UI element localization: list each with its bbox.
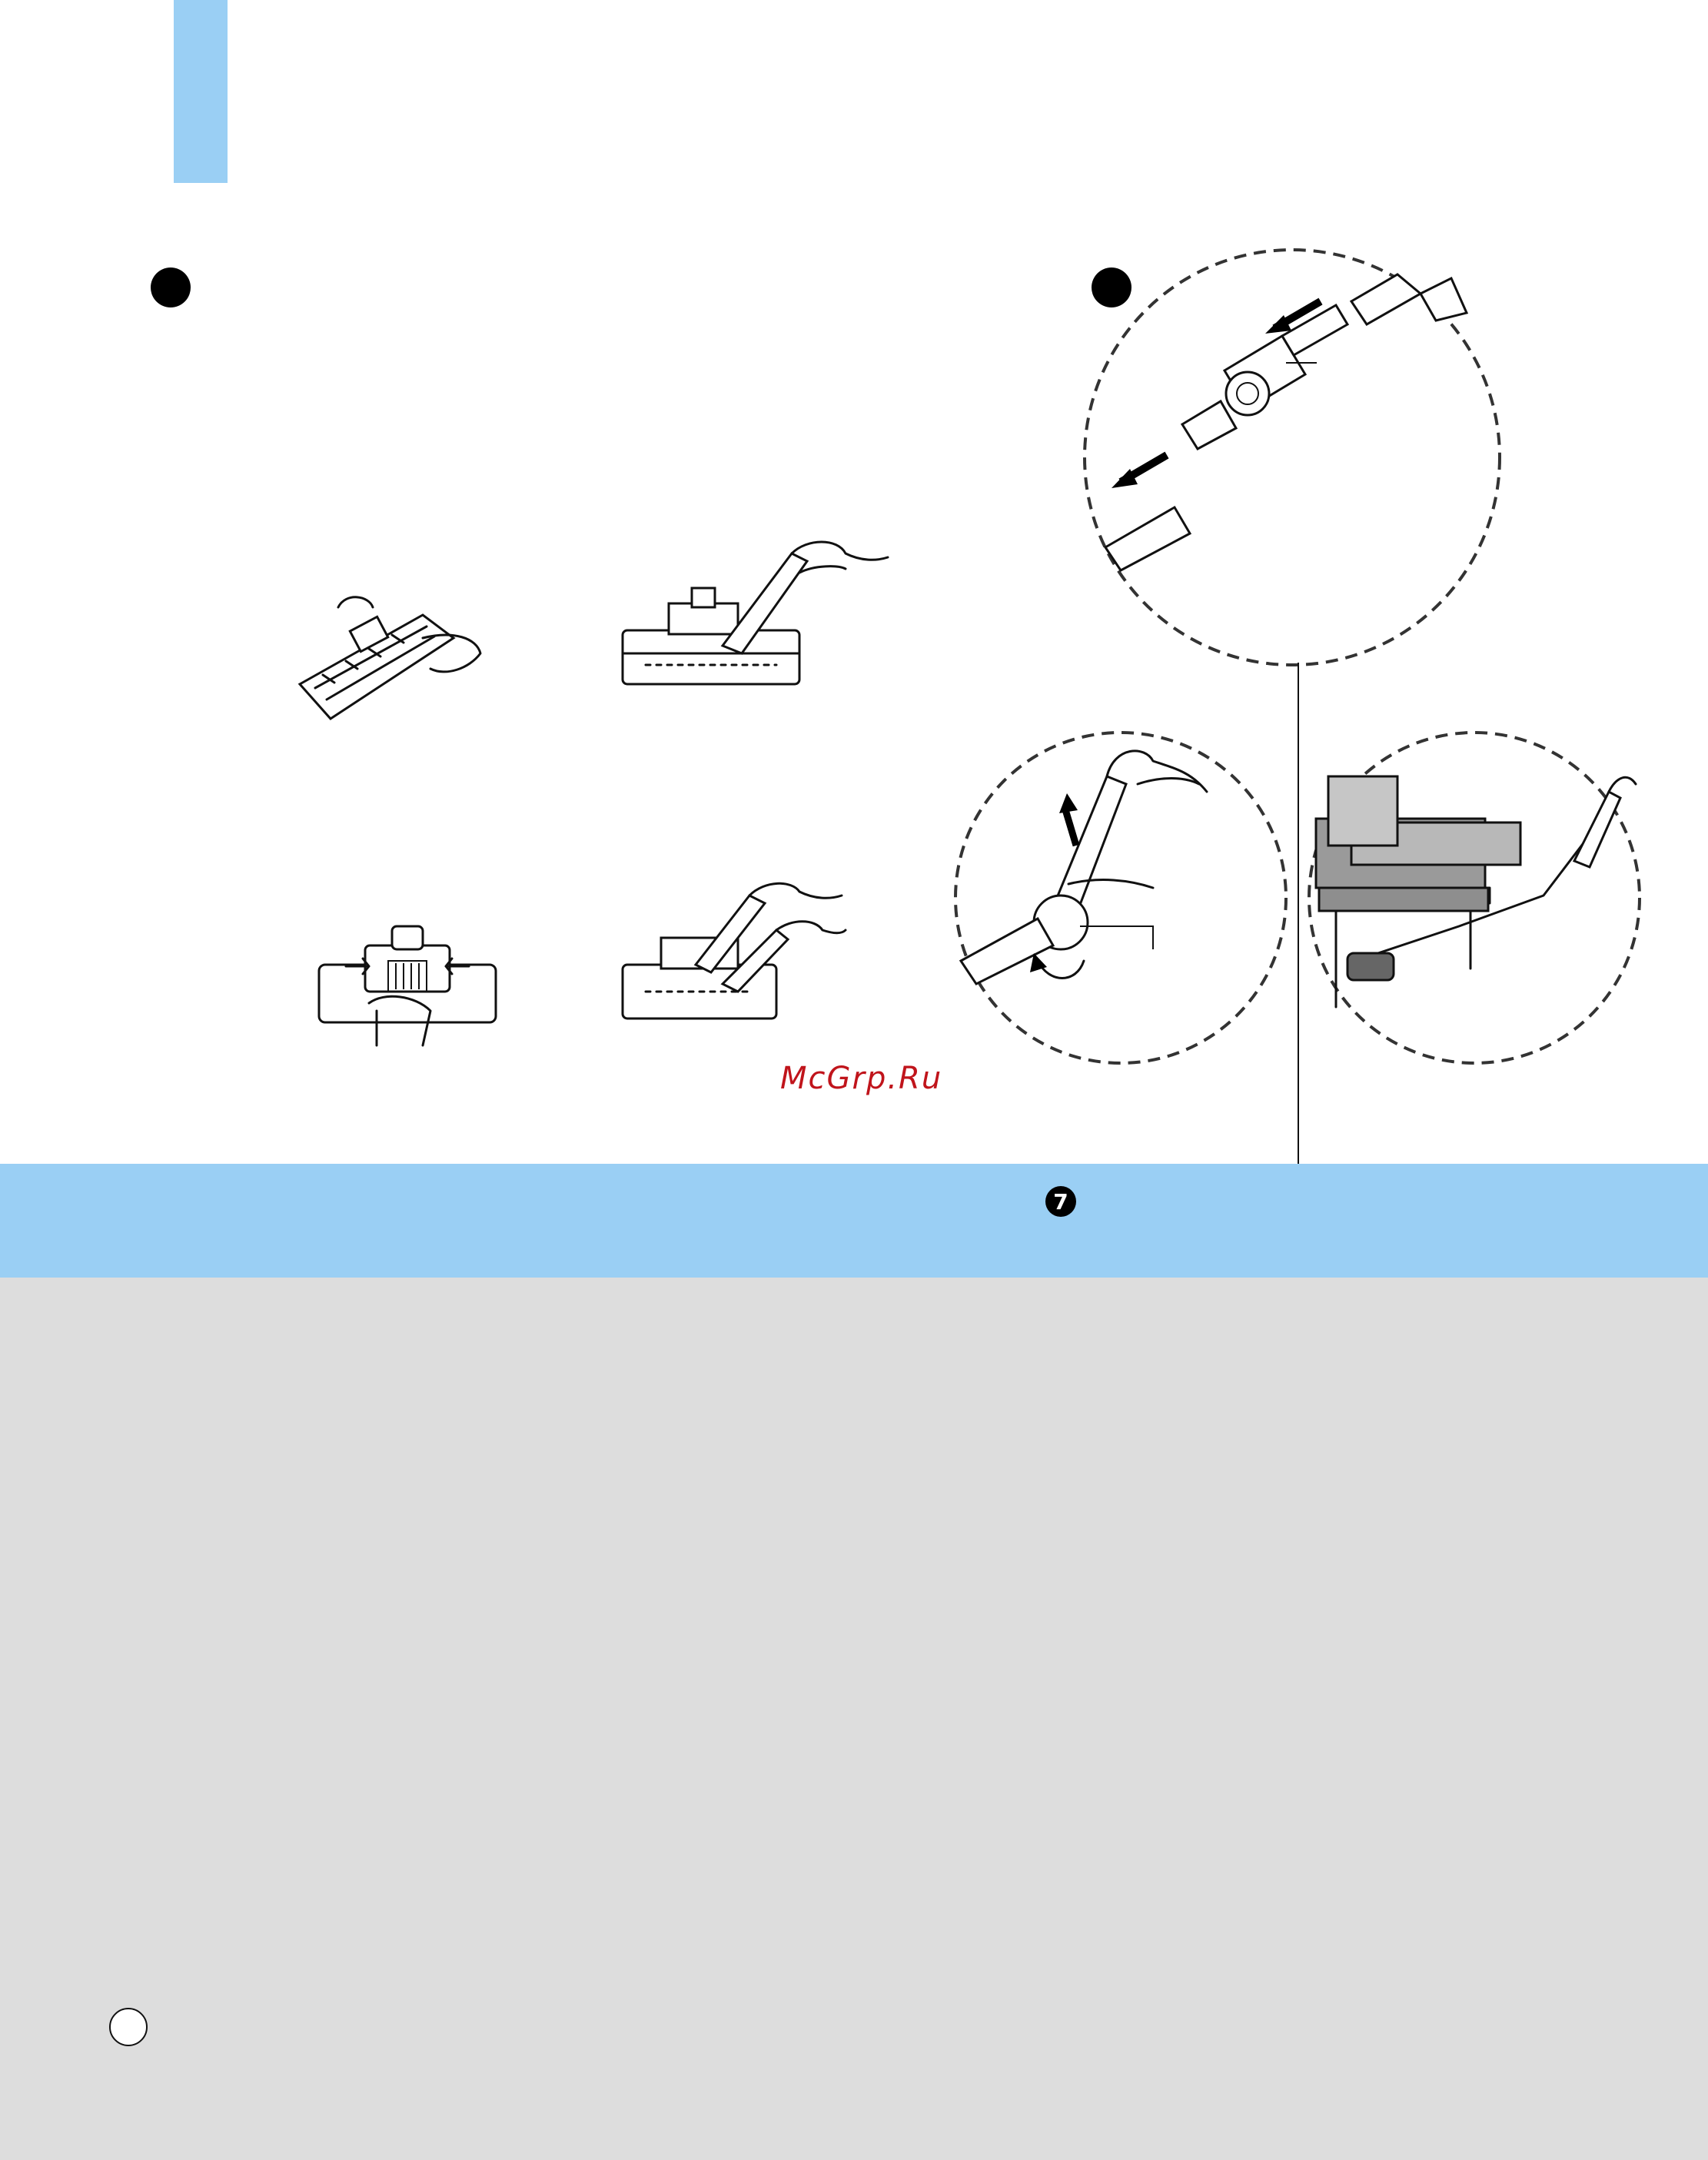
header-accent-tab [174, 0, 228, 183]
cleaning-under-furniture-illustration [1305, 730, 1643, 1065]
page-number-circle [109, 2008, 148, 2046]
pipe-separation-detail-illustration [1082, 248, 1502, 667]
section-band [0, 1164, 1708, 1278]
nozzle-release-buttons-illustration [315, 919, 500, 1049]
nozzle-attach-illustration [615, 876, 846, 1030]
handle-rotation-detail-illustration [953, 730, 1288, 1065]
divider-line [1298, 663, 1299, 1164]
power-nozzle-underside-illustration [292, 584, 492, 738]
nozzle-cleaning-with-hose-illustration [615, 538, 892, 692]
section-number-badge: 7 [1045, 1186, 1076, 1217]
step-bullet-left [151, 268, 191, 307]
content-panel [0, 1278, 1708, 2160]
watermark-text: McGrp.Ru [780, 1061, 943, 1096]
